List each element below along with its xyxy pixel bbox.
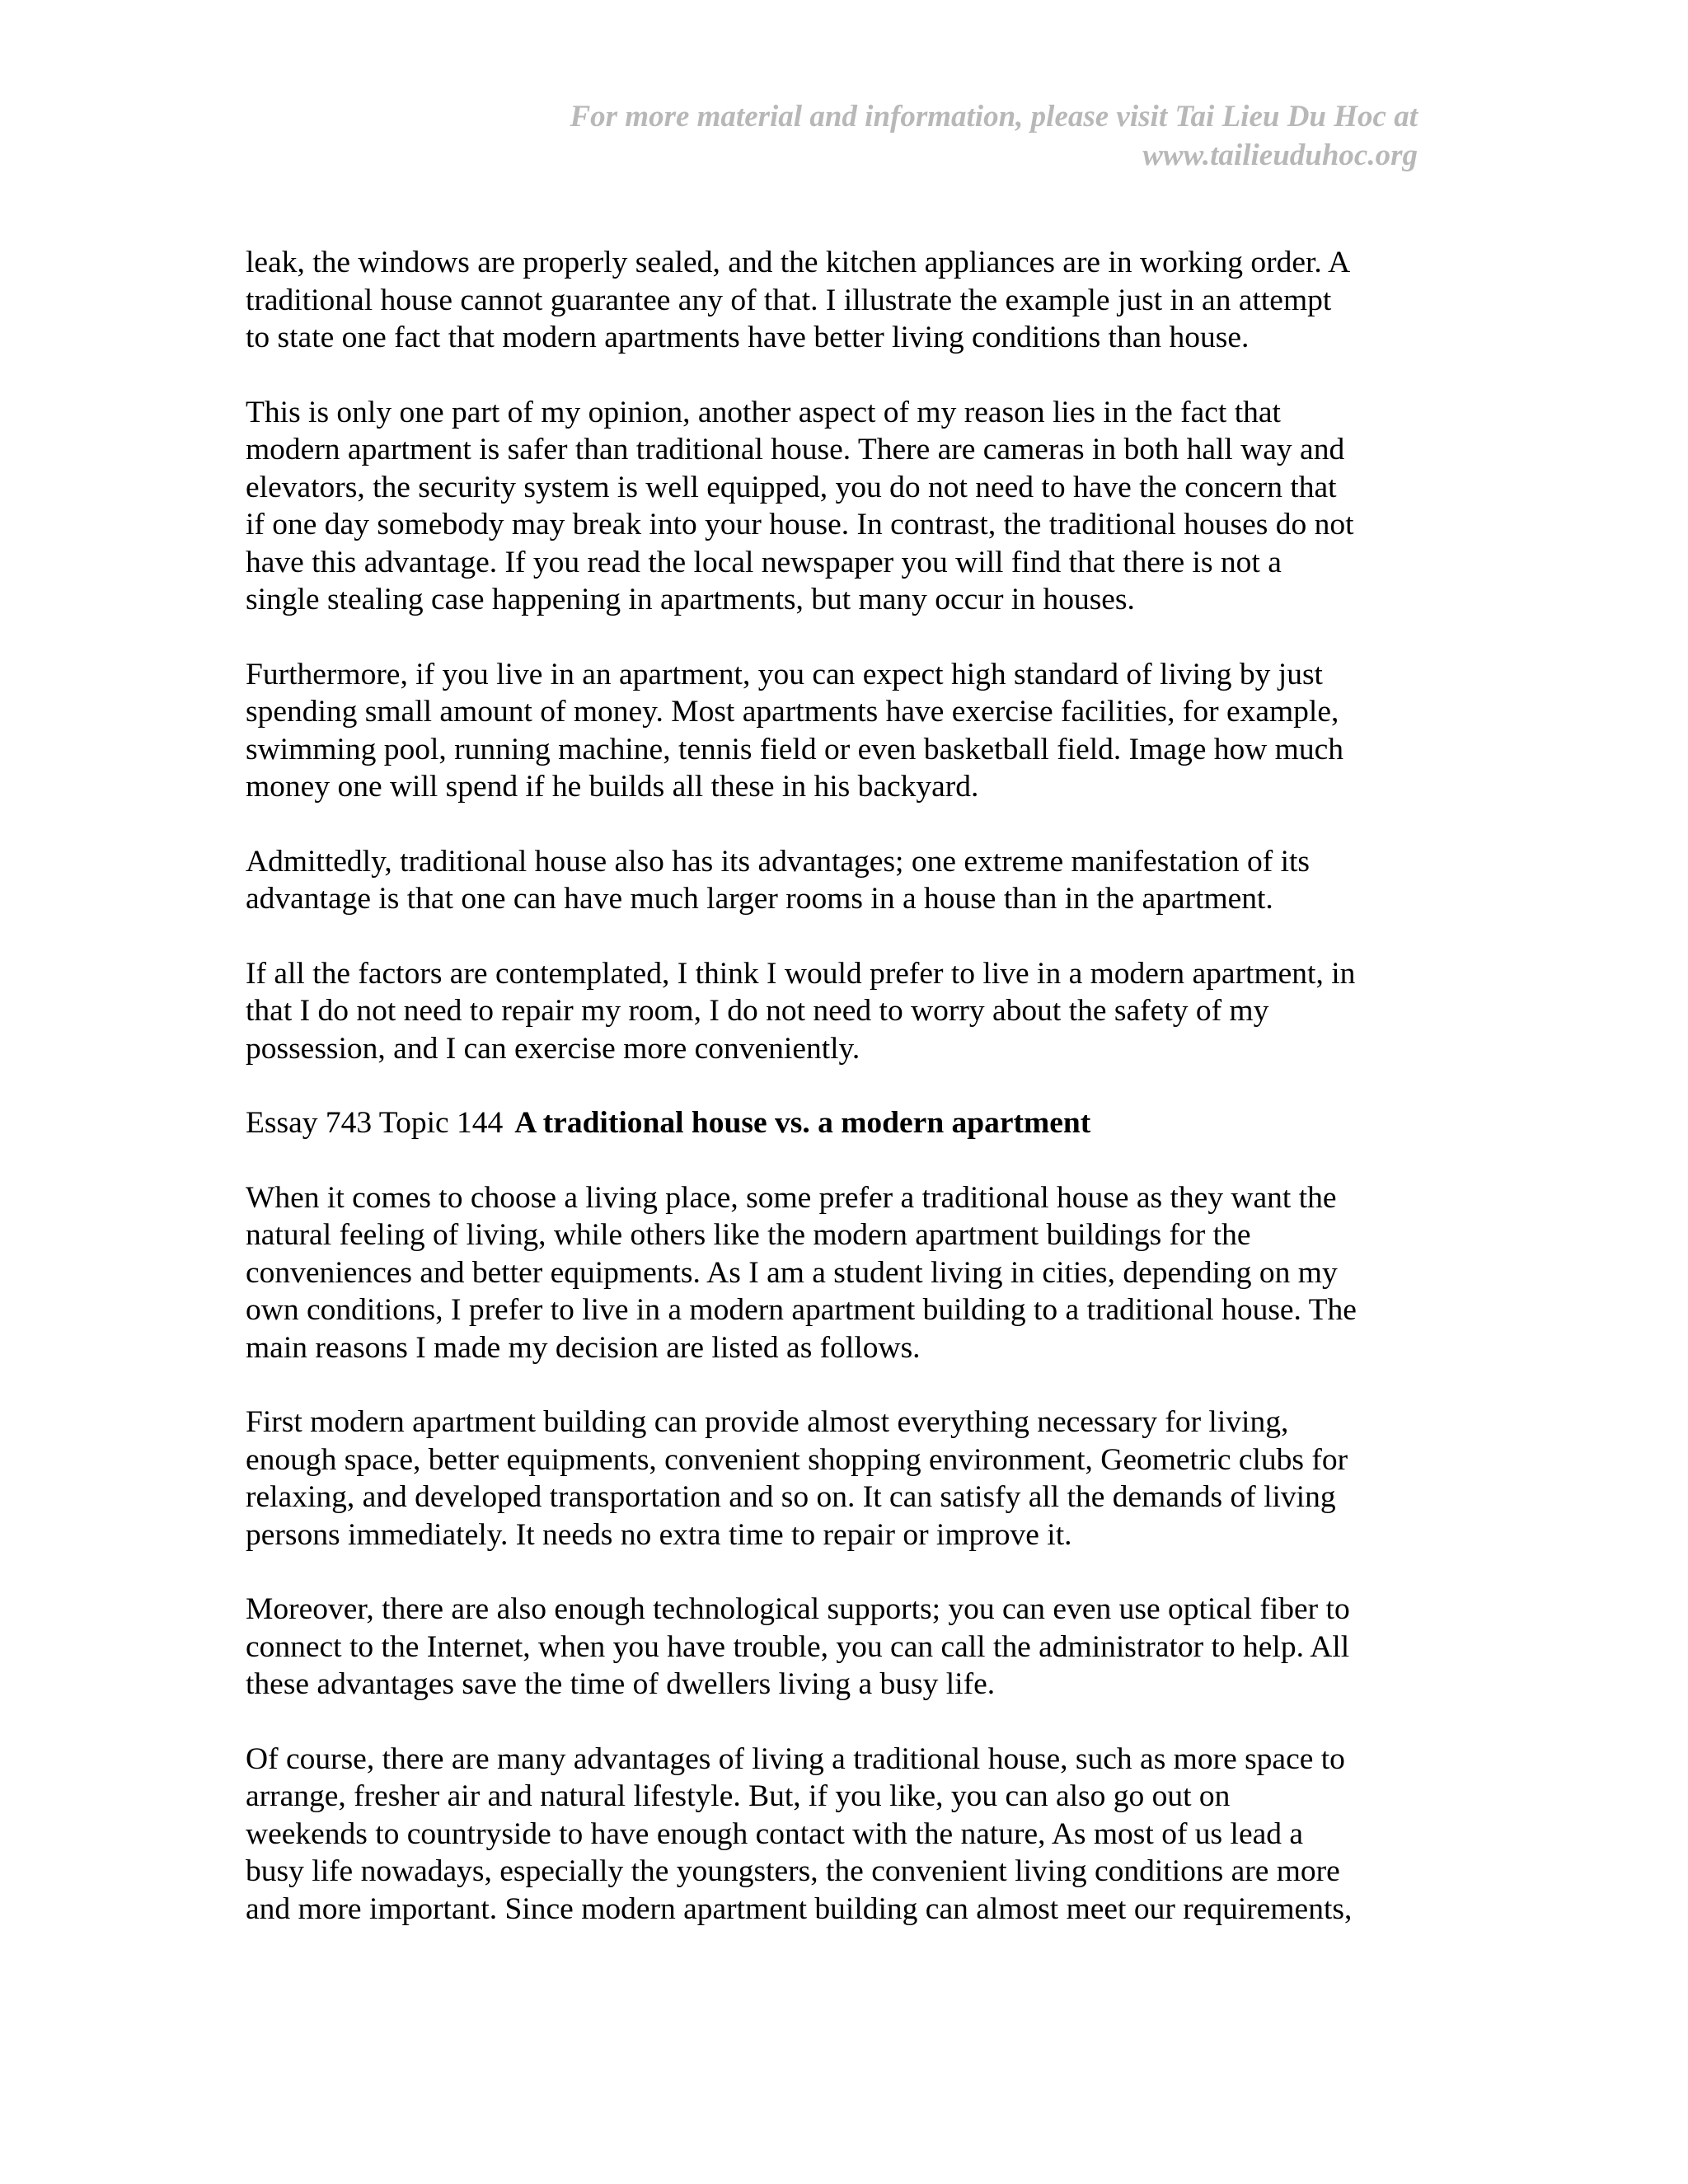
text-line: persons immediately. It needs no extra time to repair or improve it.: [246, 1517, 1072, 1552]
essay-label: Essay 743 Topic 144: [246, 1106, 504, 1140]
text-line: main reasons I made my decision are listed as follows.: [246, 1330, 921, 1365]
paragraph: [246, 1404, 1449, 1554]
document-body: [246, 244, 1449, 1965]
header-line-1: For more material and information, please visit Tai Lieu Du Hoc at: [570, 100, 1418, 134]
text-line: Admittedly, traditional house also has its advantages; one extreme manifestation of its: [246, 844, 1311, 879]
text-line: natural feeling of living, while others like the modern apartment buildings for the: [246, 1218, 1251, 1252]
text-line: own conditions, I prefer to live in a modern apartment building to a traditional house. The: [246, 1293, 1357, 1327]
paragraph: [246, 955, 1449, 1068]
paragraph: [246, 394, 1449, 619]
essay-heading: [246, 1104, 1449, 1142]
paragraph: [246, 656, 1449, 806]
paragraphs-after: [246, 1179, 1449, 1929]
text-line: busy life nowadays, especially the youngsters, the convenient living conditions are more: [246, 1854, 1340, 1888]
text-line: and more important. Since modern apartment building can almost meet our requirements,: [246, 1891, 1353, 1926]
text-line: swimming pool, running machine, tennis field or even basketball field. Image how much: [246, 732, 1343, 766]
text-line: elevators, the security system is well equipped, you do not need to have the concern that: [246, 470, 1337, 504]
text-line: First modern apartment building can provide almost everything necessary for living,: [246, 1405, 1289, 1439]
text-line: money one will spend if he builds all these in his backyard.: [246, 770, 979, 804]
header-website: www.tailieuduhoc.org: [1142, 138, 1418, 172]
text-line: connect to the Internet, when you have trouble, you can call the administrator to help. All: [246, 1629, 1350, 1664]
text-line: these advantages save the time of dwellers living a busy life.: [246, 1667, 996, 1701]
paragraph: [246, 1591, 1449, 1704]
text-line: single stealing case happening in apartments, but many occur in houses.: [246, 583, 1135, 616]
text-line: relaxing, and developed transportation and so on. It can satisfy all the demands of living: [246, 1480, 1336, 1514]
text-line: Furthermore, if you live in an apartment, you can expect high standard of living by just: [246, 657, 1323, 691]
paragraph: [246, 843, 1449, 918]
text-line: This is only one part of my opinion, another aspect of my reason lies in the fact that: [246, 395, 1281, 429]
text-line: to state one fact that modern apartments have better living conditions than house.: [246, 321, 1250, 354]
paragraph: [246, 1741, 1449, 1929]
paragraphs-before: [246, 244, 1449, 1067]
paragraph: [246, 1179, 1449, 1367]
text-line: traditional house cannot guarantee any of that. I illustrate the example just in an attempt: [246, 283, 1332, 317]
text-line: if one day somebody may break into your house. In contrast, the traditional houses do not: [246, 508, 1354, 541]
text-line: conveniences and better equipments. As I am a student living in cities, depending on my: [246, 1255, 1338, 1290]
text-line: Of course, there are many advantages of living a traditional house, such as more space to: [246, 1741, 1345, 1776]
text-line: arrange, fresher air and natural lifestyle. But, if you like, you can also go out on: [246, 1779, 1231, 1813]
text-line: advantage is that one can have much larger rooms in a house than in the apartment.: [246, 882, 1273, 916]
text-line: leak, the windows are properly sealed, and the kitchen appliances are in working order. A: [246, 246, 1351, 279]
paragraph: [246, 244, 1449, 357]
text-line: enough space, better equipments, convenient shopping environment, Geometric clubs for: [246, 1442, 1348, 1477]
page-header: [346, 97, 1418, 175]
text-line: possession, and I can exercise more conveniently.: [246, 1031, 860, 1066]
text-line: When it comes to choose a living place, some prefer a traditional house as they want the: [246, 1180, 1337, 1215]
text-line: have this advantage. If you read the local newspaper you will find that there is not a: [246, 545, 1282, 579]
essay-title: A traditional house vs. a modern apartment: [514, 1106, 1091, 1140]
text-line: spending small amount of money. Most apartments have exercise facilities, for example,: [246, 695, 1339, 729]
text-line: weekends to countryside to have enough contact with the nature, As most of us lead a: [246, 1816, 1304, 1851]
text-line: If all the factors are contemplated, I think I would prefer to live in a modern apartment, in: [246, 956, 1356, 991]
text-line: modern apartment is safer than traditional house. There are cameras in both hall way and: [246, 433, 1345, 466]
text-line: that I do not need to repair my room, I do not need to worry about the safety of my: [246, 994, 1269, 1028]
text-line: Moreover, there are also enough technological supports; you can even use optical fiber to: [246, 1592, 1350, 1626]
